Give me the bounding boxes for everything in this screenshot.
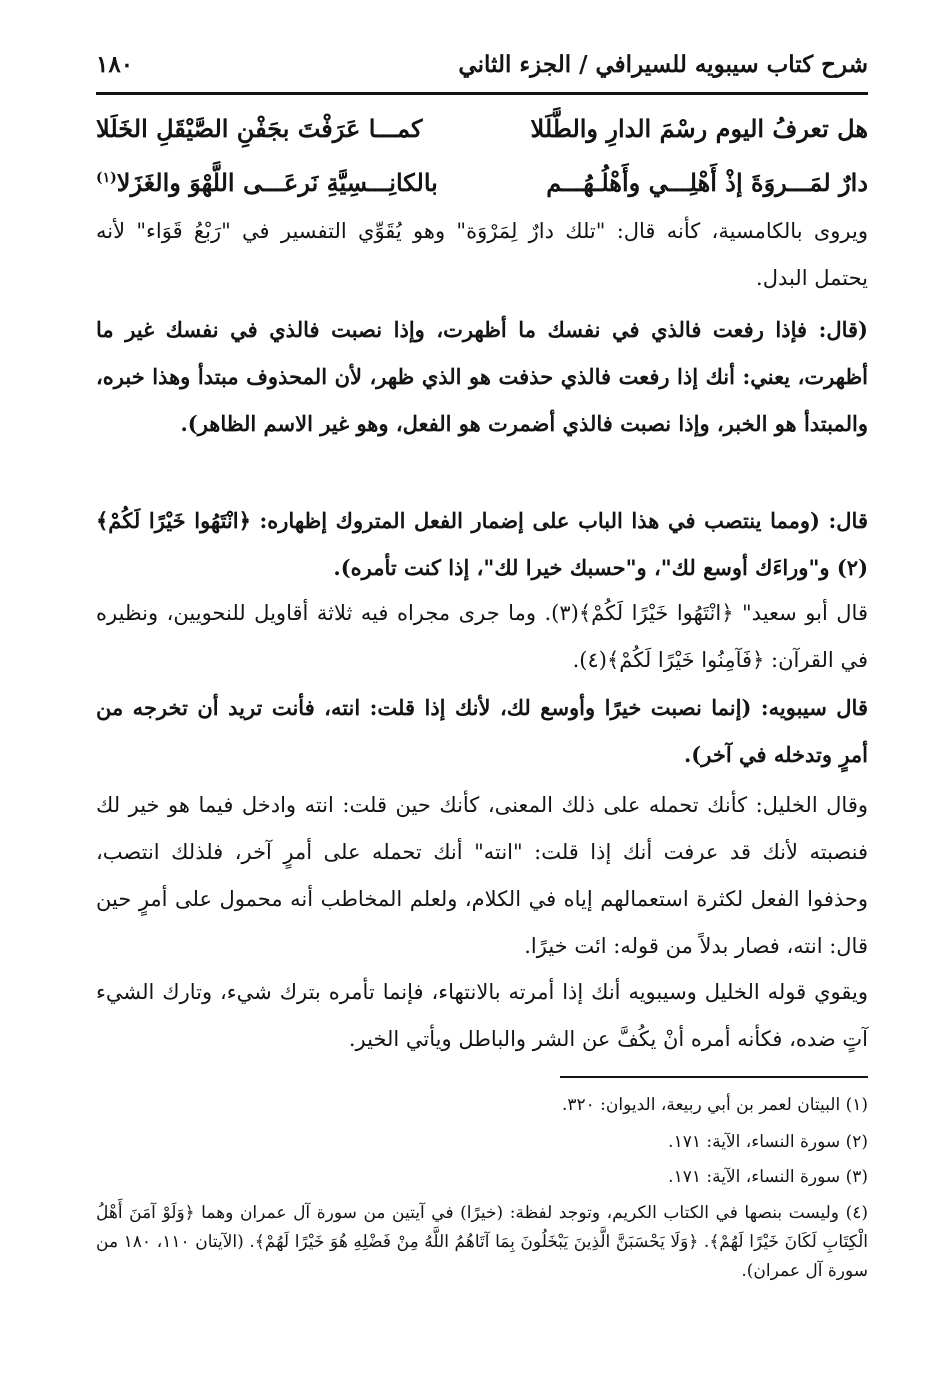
paragraph-quote: قال سيبويه: (إنما نصبت خيرًا وأوسع لك، لأنك إذا قلت: انته، فأنت تريد أن تخرجه من أمرٍ وتدخله في آخر).: [96, 695, 868, 767]
paragraph: وقال الخليل: كأنك تحمله على ذلك المعنى، كأنك حين قلت: انته وادخل فيما هو خير لك فنصبته لأنك قد عرفت أنك إذا قلت: "انته" أنك تحمله على أمرٍ آخر، فلذلك انتصب، وحذفوا الفعل لكثرة استعمالهم إياه في الكلام، ولعلم المخاطب أنه محمول على أمرٍ حين قال: انته، فصار بدلاً من قوله: ائت خيرًا.: [96, 793, 869, 958]
verse-line: [96, 160, 868, 204]
page-header: [96, 44, 868, 84]
paragraph: ويقوي قوله الخليل وسيبويه أنك إذا أمرته بالانتهاء، فإنما تأمره بترك شيء، وتارك الشيء آتٍ ضده، فكأنه أمره أنْ يكُفَّ عن الشر والباطل ويأتي الخير.: [96, 980, 868, 1051]
footnote: (١) البيتان لعمر بن أبي ربيعة، الديوان: ٣٢٠.: [561, 1095, 868, 1115]
footnote: (٤) وليست بنصها في الكتاب الكريم، وتوجد لفظة: (خيرًا) في آيتين من سورة آل عمران وهما ﴿وَلَوْ آمَنَ أَهْلُ الْكِتَابِ لَكَانَ خَيْرًا لَهُمْ﴾. ﴿وَلَا يَحْسَبَنَّ الَّذِينَ يَبْخَلُونَ بِمَا آتَاهُمُ اللَّهُ مِنْ فَضْلِهِ هُوَ خَيْرًا لَهُمْ﴾. (الآيتان ١١٠، ١٨٠ من سورة آل عمران).: [96, 1203, 869, 1281]
verse-text: بالكانِـــسِيَّةِ نَرعَـــى اللَّهْوَ والغَزَلا: [116, 167, 438, 197]
verse-first-hemistich: هل تعرفُ اليوم رسْمَ الدارِ والطَّلَلا: [530, 113, 868, 143]
footnote-rule: [560, 1076, 868, 1078]
paragraph-quote: قال: (ومما ينتصب في هذا الباب على إضمار الفعل المتروك إظهاره: ﴿انْتَهُوا خَيْرًا لَكُمْ﴾(٢) و"وراءَك أوسع لك"، و"حسبك خيرا لك"، إذا كنت تأمره).: [96, 508, 868, 580]
verse-first-hemistich: دارٌ لمَـــروَةَ إذْ أَهْلِـــي وأَهْلُـهُـــم: [546, 167, 868, 197]
running-title: شرح كتاب سيبويه للسيرافي / الجزء الثاني: [458, 50, 868, 78]
footnote-reference: (١): [96, 169, 117, 186]
header-rule: [96, 92, 868, 95]
verse-line: [96, 106, 868, 150]
footnote: (٢) سورة النساء، الآية: ١٧١.: [668, 1132, 868, 1152]
verse-second-hemistich: كمـــا عَرَفْتَ بجَفْنِ الصَّيْقَلِ الخَلَلا: [96, 113, 423, 143]
paragraph-quote: (قال: فإذا رفعت فالذي في نفسك ما أظهرت، وإذا نصبت فالذي في نفسك غير ما أظهرت، يعني: أنك إذا رفعت فالذي حذفت هو الذي ظهر، لأن المحذوف مبتدأ وهذا خبره، والمبتدأ هو الخبر، وإذا نصبت فالذي أضمرت هو الفعل، وهو غير الاسم الظاهر).: [96, 317, 868, 436]
page-number: ١٨٠: [96, 50, 134, 78]
footnote: (٣) سورة النساء، الآية: ١٧١.: [668, 1167, 868, 1187]
paragraph: ويروى بالكامسية، كأنه قال: "تلك دارٌ لِمَرْوَة" وهو يُقَوِّي التفسير في "رَبْعُ قَوَاء" لأنه يحتمل البدل.: [96, 219, 868, 290]
paragraph: قال أبو سعيد" ﴿انْتَهُوا خَيْرًا لَكُمْ﴾(٣). وما جرى مجراه فيه ثلاثة أقاويل للنحويين، ونظيره في القرآن: ﴿فَآمِنُوا خَيْرًا لَكُمْ﴾(٤).: [96, 601, 868, 672]
verse-second-hemistich: [96, 168, 468, 197]
